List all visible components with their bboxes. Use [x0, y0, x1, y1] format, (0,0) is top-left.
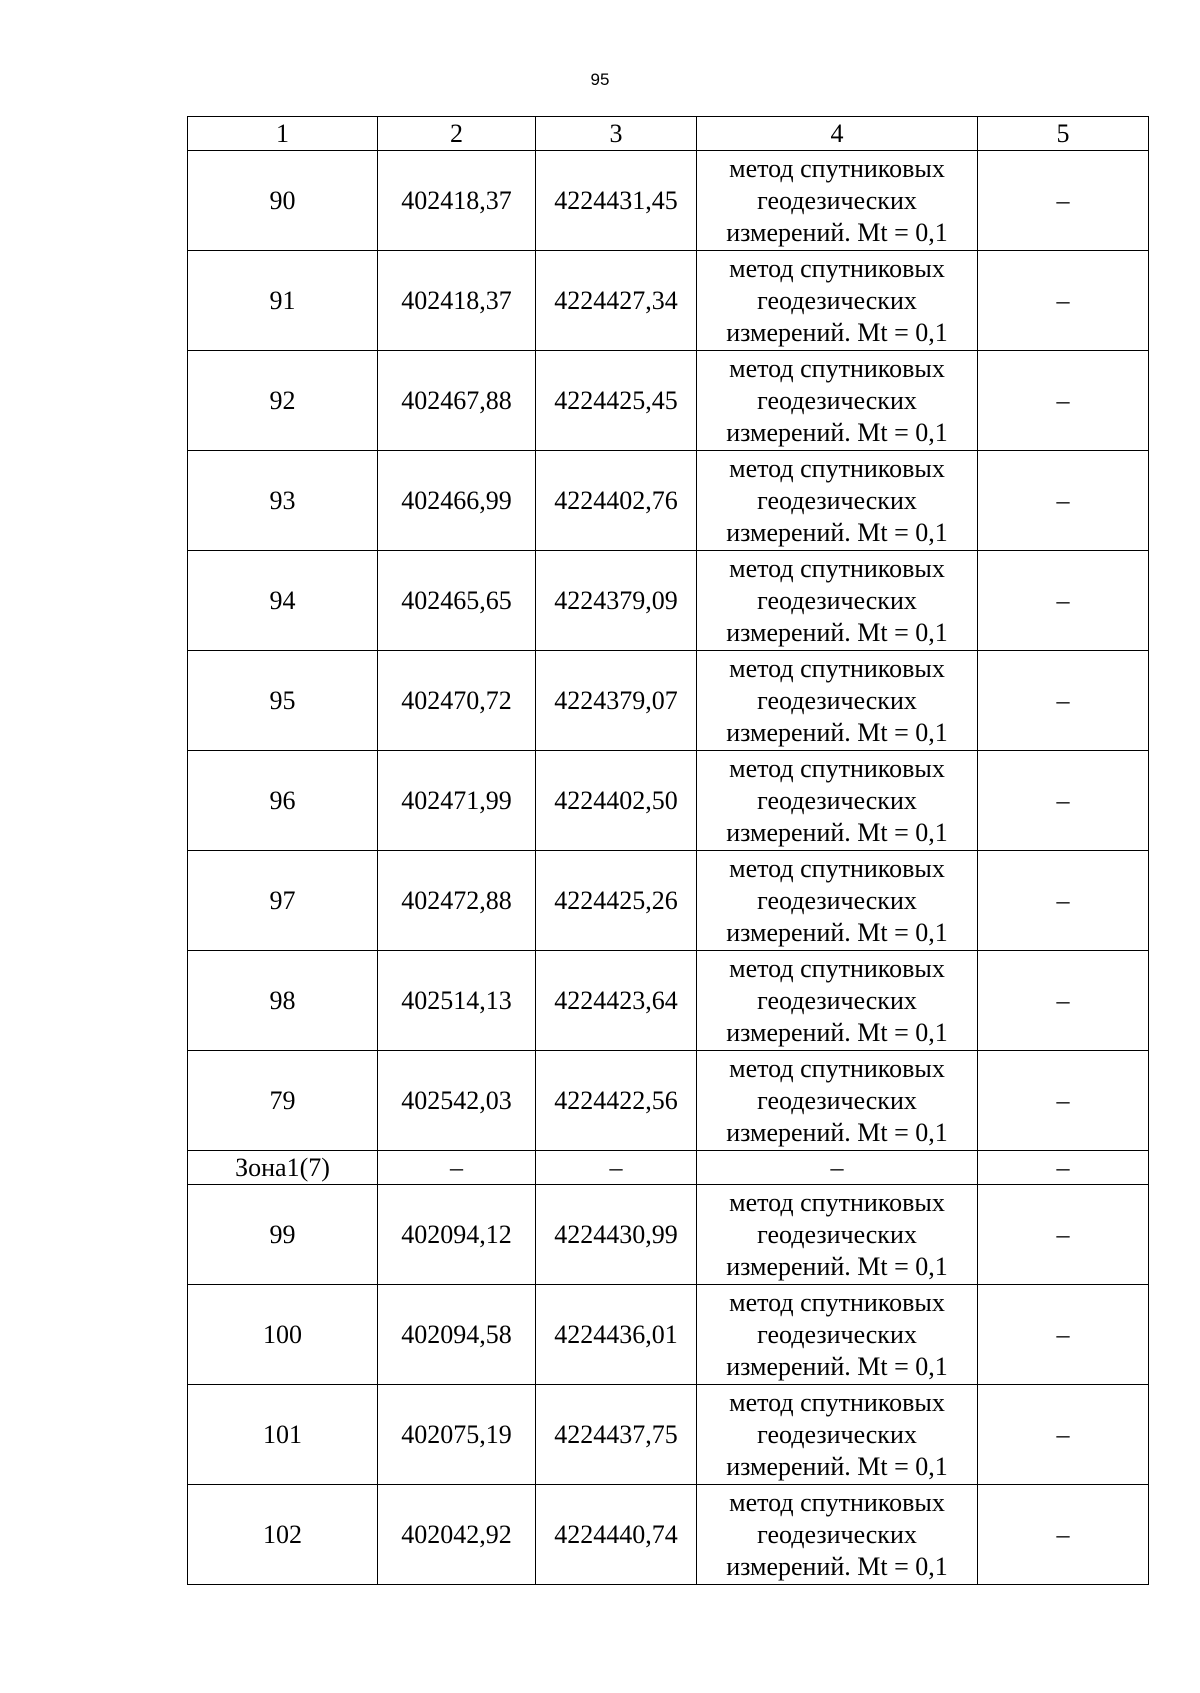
table-row	[188, 551, 1149, 651]
column-header: 4	[697, 117, 978, 151]
method-line: геодезических	[757, 485, 917, 515]
x-coordinate-cell: 402471,99	[378, 751, 536, 851]
y-coordinate-cell: 4224423,64	[536, 951, 697, 1051]
x-coordinate-cell: 402466,99	[378, 451, 536, 551]
method-line: геодезических	[757, 285, 917, 315]
x-coordinate-cell: 402472,88	[378, 851, 536, 951]
method-line: геодезических	[757, 785, 917, 815]
zone-row	[188, 1151, 1149, 1185]
method-line: геодезических	[757, 1085, 917, 1115]
zone-cell: –	[978, 1151, 1149, 1185]
note-cell: –	[978, 851, 1149, 951]
zone-cell: –	[536, 1151, 697, 1185]
table-row	[188, 651, 1149, 751]
point-number-cell: 91	[188, 251, 378, 351]
column-header: 1	[188, 117, 378, 151]
zone-cell: –	[697, 1151, 978, 1185]
note-cell: –	[978, 151, 1149, 251]
method-line: измерений. Mt = 0,1	[726, 517, 948, 547]
y-coordinate-cell: 4224430,99	[536, 1185, 697, 1285]
method-line: метод спутниковых	[729, 553, 945, 583]
table-row	[188, 151, 1149, 251]
note-cell: –	[978, 351, 1149, 451]
point-number-cell: 94	[188, 551, 378, 651]
method-cell	[697, 651, 978, 751]
method-line: измерений. Mt = 0,1	[726, 817, 948, 847]
method-line: геодезических	[757, 885, 917, 915]
point-number-cell: 93	[188, 451, 378, 551]
table-row	[188, 1051, 1149, 1151]
note-cell: –	[978, 1051, 1149, 1151]
table-row	[188, 851, 1149, 951]
method-cell	[697, 851, 978, 951]
x-coordinate-cell: 402514,13	[378, 951, 536, 1051]
point-number-cell: 100	[188, 1285, 378, 1385]
method-cell	[697, 751, 978, 851]
method-line: метод спутниковых	[729, 1187, 945, 1217]
column-header: 3	[536, 117, 697, 151]
page-number: 95	[590, 70, 610, 89]
method-line: метод спутниковых	[729, 653, 945, 683]
x-coordinate-cell: 402094,58	[378, 1285, 536, 1385]
method-cell	[697, 951, 978, 1051]
method-cell	[697, 551, 978, 651]
method-line: измерений. Mt = 0,1	[726, 317, 948, 347]
method-cell	[697, 151, 978, 251]
method-line: метод спутниковых	[729, 453, 945, 483]
x-coordinate-cell: 402470,72	[378, 651, 536, 751]
point-number-cell: 79	[188, 1051, 378, 1151]
method-line: измерений. Mt = 0,1	[726, 1017, 948, 1047]
y-coordinate-cell: 4224431,45	[536, 151, 697, 251]
method-line: геодезических	[757, 985, 917, 1015]
method-line: метод спутниковых	[729, 1387, 945, 1417]
method-cell	[697, 351, 978, 451]
method-cell	[697, 1385, 978, 1485]
note-cell: –	[978, 1285, 1149, 1385]
method-line: измерений. Mt = 0,1	[726, 717, 948, 747]
table-row	[188, 451, 1149, 551]
method-line: геодезических	[757, 585, 917, 615]
method-cell	[697, 1185, 978, 1285]
y-coordinate-cell: 4224427,34	[536, 251, 697, 351]
table-row	[188, 1285, 1149, 1385]
method-cell	[697, 251, 978, 351]
point-number-cell: 90	[188, 151, 378, 251]
method-line: метод спутниковых	[729, 853, 945, 883]
method-cell	[697, 1485, 978, 1585]
point-number-cell: 102	[188, 1485, 378, 1585]
method-line: геодезических	[757, 1519, 917, 1549]
note-cell: –	[978, 651, 1149, 751]
x-coordinate-cell: 402467,88	[378, 351, 536, 451]
y-coordinate-cell: 4224402,50	[536, 751, 697, 851]
note-cell: –	[978, 1185, 1149, 1285]
y-coordinate-cell: 4224436,01	[536, 1285, 697, 1385]
table-row	[188, 1485, 1149, 1585]
y-coordinate-cell: 4224437,75	[536, 1385, 697, 1485]
table-header-row	[188, 117, 1149, 151]
coordinates-table	[187, 116, 1149, 1585]
method-line: метод спутниковых	[729, 1487, 945, 1517]
column-header: 2	[378, 117, 536, 151]
zone-cell: –	[378, 1151, 536, 1185]
note-cell: –	[978, 751, 1149, 851]
x-coordinate-cell: 402418,37	[378, 151, 536, 251]
method-line: измерений. Mt = 0,1	[726, 1451, 948, 1481]
point-number-cell: 96	[188, 751, 378, 851]
method-line: геодезических	[757, 185, 917, 215]
method-line: геодезических	[757, 685, 917, 715]
note-cell: –	[978, 1485, 1149, 1585]
method-cell	[697, 1285, 978, 1385]
zone-label: Зона1(7)	[188, 1151, 378, 1185]
x-coordinate-cell: 402042,92	[378, 1485, 536, 1585]
y-coordinate-cell: 4224379,09	[536, 551, 697, 651]
x-coordinate-cell: 402542,03	[378, 1051, 536, 1151]
method-line: метод спутниковых	[729, 1287, 945, 1317]
x-coordinate-cell: 402465,65	[378, 551, 536, 651]
point-number-cell: 92	[188, 351, 378, 451]
point-number-cell: 97	[188, 851, 378, 951]
method-line: метод спутниковых	[729, 153, 945, 183]
point-number-cell: 98	[188, 951, 378, 1051]
column-header: 5	[978, 117, 1149, 151]
method-line: измерений. Mt = 0,1	[726, 917, 948, 947]
y-coordinate-cell: 4224440,74	[536, 1485, 697, 1585]
y-coordinate-cell: 4224422,56	[536, 1051, 697, 1151]
table-row	[188, 951, 1149, 1051]
y-coordinate-cell: 4224379,07	[536, 651, 697, 751]
y-coordinate-cell: 4224425,45	[536, 351, 697, 451]
table-row	[188, 351, 1149, 451]
method-cell	[697, 451, 978, 551]
table-row	[188, 1185, 1149, 1285]
table-body	[188, 151, 1149, 1585]
method-line: метод спутниковых	[729, 353, 945, 383]
x-coordinate-cell: 402094,12	[378, 1185, 536, 1285]
method-line: геодезических	[757, 1319, 917, 1349]
point-number-cell: 99	[188, 1185, 378, 1285]
point-number-cell: 101	[188, 1385, 378, 1485]
method-line: метод спутниковых	[729, 953, 945, 983]
x-coordinate-cell: 402418,37	[378, 251, 536, 351]
y-coordinate-cell: 4224402,76	[536, 451, 697, 551]
method-line: измерений. Mt = 0,1	[726, 1117, 948, 1147]
method-cell	[697, 1051, 978, 1151]
note-cell: –	[978, 1385, 1149, 1485]
method-line: метод спутниковых	[729, 753, 945, 783]
method-line: геодезических	[757, 1419, 917, 1449]
note-cell: –	[978, 451, 1149, 551]
method-line: измерений. Mt = 0,1	[726, 217, 948, 247]
note-cell: –	[978, 551, 1149, 651]
point-number-cell: 95	[188, 651, 378, 751]
x-coordinate-cell: 402075,19	[378, 1385, 536, 1485]
method-line: измерений. Mt = 0,1	[726, 617, 948, 647]
table-row	[188, 251, 1149, 351]
note-cell: –	[978, 251, 1149, 351]
method-line: измерений. Mt = 0,1	[726, 417, 948, 447]
y-coordinate-cell: 4224425,26	[536, 851, 697, 951]
method-line: измерений. Mt = 0,1	[726, 1251, 948, 1281]
table-row	[188, 1385, 1149, 1485]
method-line: метод спутниковых	[729, 253, 945, 283]
table-row	[188, 751, 1149, 851]
method-line: измерений. Mt = 0,1	[726, 1351, 948, 1381]
method-line: геодезических	[757, 1219, 917, 1249]
method-line: геодезических	[757, 385, 917, 415]
note-cell: –	[978, 951, 1149, 1051]
method-line: метод спутниковых	[729, 1053, 945, 1083]
method-line: измерений. Mt = 0,1	[726, 1551, 948, 1581]
